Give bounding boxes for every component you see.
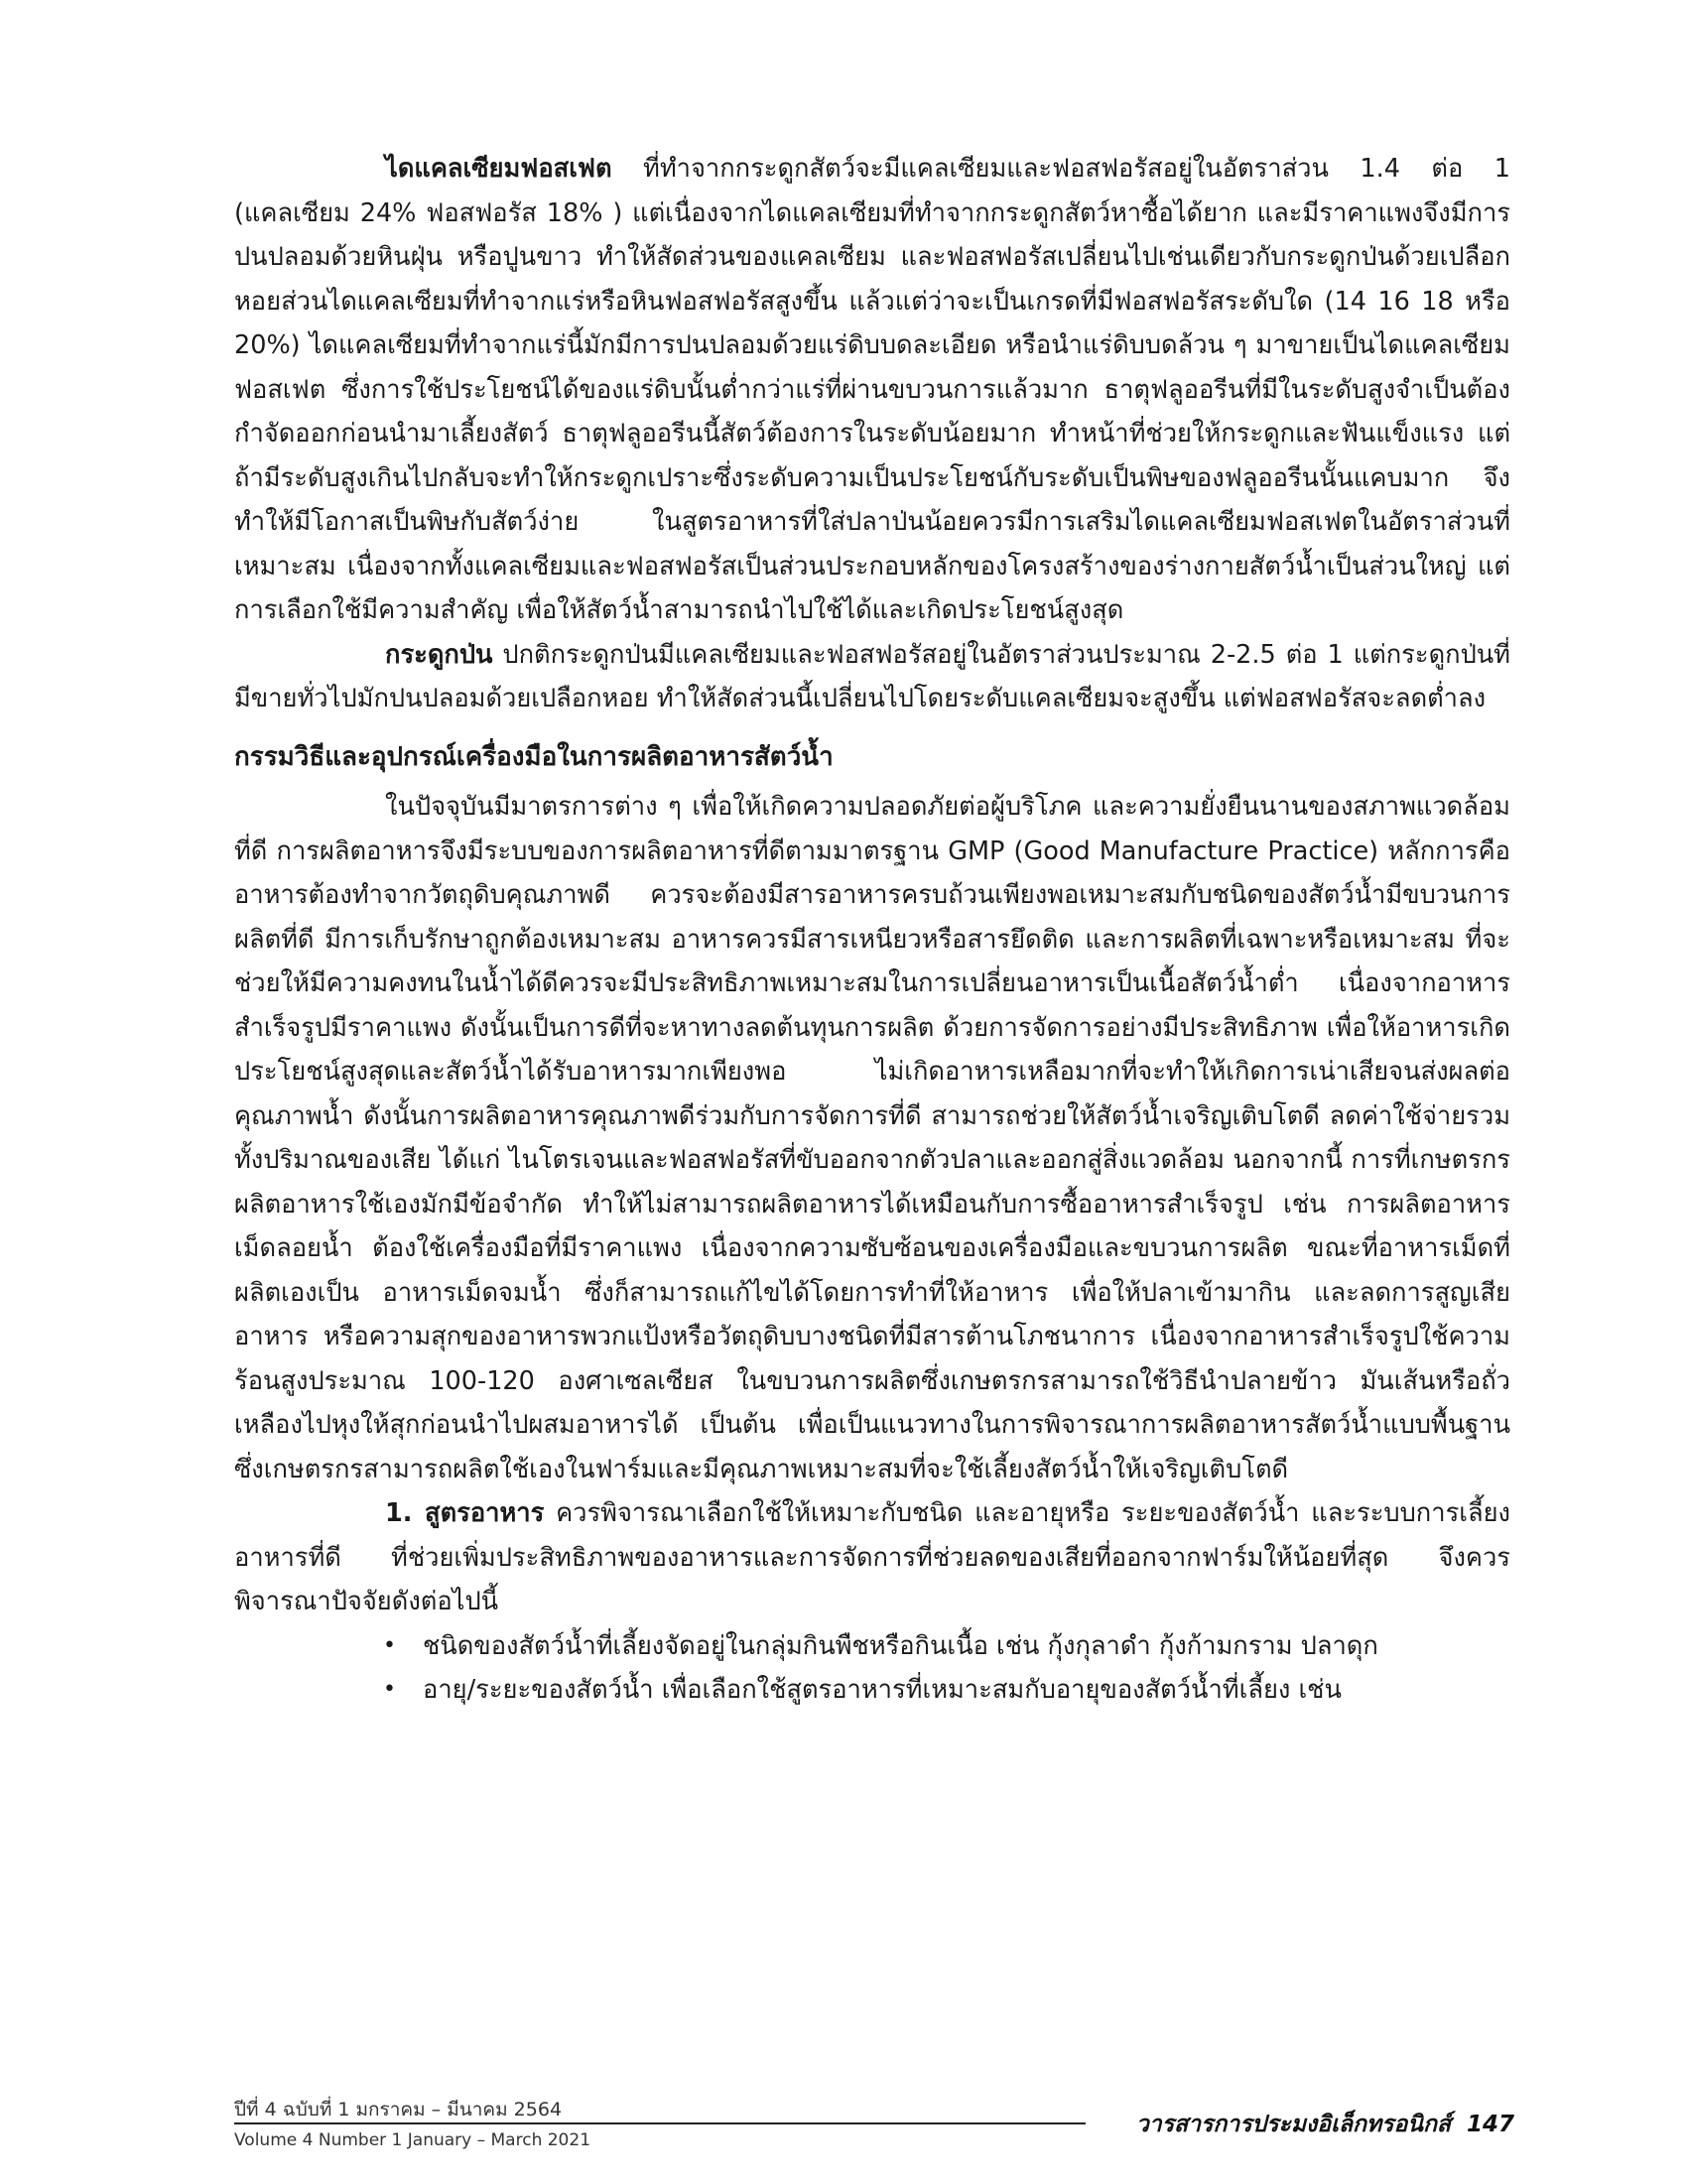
paragraph-dicalcium-phosphate [234, 147, 1510, 633]
journal-title-and-page [1136, 2107, 1514, 2142]
footer-rule [234, 2122, 1086, 2124]
list-item [383, 1624, 1510, 1669]
page-number: 147 [1466, 2112, 1514, 2137]
factor-list [234, 1624, 1510, 1713]
issue-thai: ปีที่ 4 ฉบับที่ 1 มกราคม – มีนาคม 2564 [234, 2099, 563, 2120]
term-dicalcium-phosphate: ไดแคลเซียมฟอสเฟต [385, 154, 612, 184]
list-item-text: ชนิดของสัตว์น้ำที่เลี้ยงจัดอยู่ในกลุ่มกินพืชหรือกินเนื้อ เช่น กุ้งกุลาดำ กุ้งก้ามกราม ปลาดุก [423, 1630, 1378, 1661]
paragraph-text: ปกติกระดูกป่นมีแคลเซียมและฟอสฟอรัสอยู่ในอัตราส่วนประมาณ 2-2.5 ต่อ 1 แต่กระดูกป่นที่มีขายทั่วไปมักปนปลอมด้วยเปลือกหอย ทำให้สัดส่วนนี้เปลี่ยนไปโดยระดับแคลเซียมจะสูงขึ้น แต่ฟอสฟอรัสจะลดต่ำลง [234, 639, 1510, 713]
term-feed-formula: 1. สูตรอาหาร [385, 1498, 545, 1528]
article-body [234, 147, 1510, 1713]
list-item [383, 1668, 1510, 1713]
issue-english: Volume 4 Number 1 January – March 2021 [234, 2130, 591, 2150]
paragraph-bone-meal [234, 633, 1510, 721]
list-item-text: อายุ/ระยะของสัตว์น้ำ เพื่อเลือกใช้สูตรอาหารที่เหมาะสมกับอายุของสัตว์น้ำที่เลี้ยง เช่น [423, 1675, 1342, 1705]
section-heading: กรรมวิธีและอุปกรณ์เครื่องมือในการผลิตอาหารสัตว์น้ำ [234, 741, 834, 772]
term-bone-meal: กระดูกป่น [385, 639, 493, 670]
paragraph-gmp: ในปัจจุบันมีมาตรการต่าง ๆ เพื่อให้เกิดความปลอดภัยต่อผู้บริโภค และความยั่งยืนนานของสภาพแวดล้อมที่ดี การผลิตอาหารจึงมีระบบของการผลิตอาหารที่ดีตามมาตรฐาน GMP (Good Manufacture Practice) หลักการคือ อาหารต้องทำจากวัตถุดิบคุณภาพดี ควรจะต้องมีสารอาหารครบถ้วนเพียงพอเหมาะสมกับชนิดของสัตว์น้ำมีขบวนการผลิตที่ดี มีการเก็บรักษาถูกต้องเหมาะสม อาหารควรมีสารเหนียวหรือสารยึดติด และการผลิตที่เฉพาะหรือเหมาะสม ที่จะช่วยให้มีความคงทนในน้ำได้ดีควรจะมีประสิทธิภาพเหมาะสมในการเปลี่ยนอาหารเป็นเนื้อสัตว์น้ำต่ำ เนื่องจากอาหารสำเร็จรูปมีราคาแพง ดังนั้นเป็นการดีที่จะหาทางลดต้นทุนการผลิต ด้วยการจัดการอย่างมีประสิทธิภาพ เพื่อให้อาหารเกิดประโยชน์สูงสุดและสัตว์น้ำได้รับอาหารมากเพียงพอ ไม่เกิดอาหารเหลือมากที่จะทำให้เกิดการเน่าเสียจนส่งผลต่อคุณภาพน้ำ ดังนั้นการผลิตอาหารคุณภาพดีร่วมกับการจัดการที่ดี สามารถช่วยให้สัตว์น้ำเจริญเติบโตดี ลดค่าใช้จ่ายรวมทั้งปริมาณของเสีย ได้แก่ ไนโตรเจนและฟอสฟอรัสที่ขับออกจากตัวปลาและออกสู่สิ่งแวดล้อม นอกจากนี้ การที่เกษตรกรผลิตอาหารใช้เองมักมีข้อจำกัด ทำให้ไม่สามารถผลิตอาหารได้เหมือนกับการซื้ออาหารสำเร็จรูป เช่น การผลิตอาหารเม็ดลอยน้ำ ต้องใช้เครื่องมือที่มีราคาแพง เนื่องจากความซับซ้อนของเครื่องมือและขบวนการผลิต ขณะที่อาหารเม็ดที่ผลิตเองเป็น อาหารเม็ดจมน้ำ ซึ่งก็สามารถแก้ไขได้โดยการทำที่ให้อาหาร เพื่อให้ปลาเข้ามากิน และลดการสูญเสียอาหาร หรือความสุกของอาหารพวกแป้งหรือวัตถุดิบบางชนิดที่มีสารต้านโภชนาการ เนื่องจากอาหารสำเร็จรูปใช้ความร้อนสูงประมาณ 100-120 องศาเซลเซียส ในขบวนการผลิตซึ่งเกษตรกรสามารถใช้วิธีนำปลายข้าว มันเส้นหรือถั่วเหลืองไปหุงให้สุกก่อนนำไปผสมอาหารได้ เป็นต้น เพื่อเป็นแนวทางในการพิจารณาการผลิตอาหารสัตว์น้ำแบบพื้นฐาน ซึ่งเกษตรกรสามารถผลิตใช้เองในฟาร์มและมีคุณภาพเหมาะสมที่จะใช้เลี้ยงสัตว์น้ำให้เจริญเติบโตดี [234, 792, 1510, 1484]
bullet-icon: • [383, 1677, 396, 1702]
journal-name: วารสารการประมงอิเล็กทรอนิกส์ [1135, 2112, 1451, 2137]
paragraph-text: ควรพิจารณาเลือกใช้ให้เหมาะกับชนิด และอายุหรือ ระยะของสัตว์น้ำ และระบบการเลี้ยง อาหารที่ดี ที่ช่วยเพิ่มประสิทธิภาพของอาหารและการจัดการที่ช่วยลดของเสียที่ออกจากฟาร์มให้น้อยที่สุด จึงควรพิจารณาปัจจัยดังต่อไปนี้ [234, 1498, 1510, 1616]
bullet-icon: • [383, 1632, 396, 1658]
paragraph-text: ที่ทำจากกระดูกสัตว์จะมีแคลเซียมและฟอสฟอรัสอยู่ในอัตราส่วน 1.4 ต่อ 1 (แคลเซียม 24% ฟอสฟอรัส 18% ) แต่เนื่องจากไดแคลเซียมที่ทำจากกระดูกสัตว์หาซื้อได้ยาก และมีราคาแพงจึงมีการปนปลอมด้วยหินฝุ่น หรือปูนขาว ทำให้สัดส่วนของแคลเซียม และฟอสฟอรัสเปลี่ยนไปเช่นเดียวกับกระดูกป่นด้วยเปลือกหอยส่วนไดแคลเซียมที่ทำจากแร่หรือหินฟอสฟอรัสสูงขึ้น แล้วแต่ว่าจะเป็นเกรดที่มีฟอสฟอรัสระดับใด (14 16 18 หรือ 20%) ไดแคลเซียมที่ทำจากแร่นี้มักมีการปนปลอมด้วยแร่ดิบบดละเอียด หรือนำแร่ดิบบดล้วน ๆ มาขายเป็นไดแคลเซียมฟอสเฟต ซึ่งการใช้ประโยชน์ได้ของแร่ดิบนั้นต่ำกว่าแร่ที่ผ่านขบวนการแล้วมาก ธาตุฟลูออรีนที่มีในระดับสูงจำเป็นต้องกำจัดออกก่อนนำมาเลี้ยงสัตว์ ธาตุฟลูออรีนนี้สัตว์ต้องการในระดับน้อยมาก ทำหน้าที่ช่วยให้กระดูกและฟันแข็งแรง แต่ถ้ามีระดับสูงเกินไปกลับจะทำให้กระดูกเปราะซึ่งระดับความเป็นประโยชน์กับระดับเป็นพิษของฟลูออรีนนั้นแคบมาก จึงทำให้มีโอกาสเป็นพิษกับสัตว์ง่าย ในสูตรอาหารที่ใส่ปลาป่นน้อยควรมีการเสริมไดแคลเซียมฟอสเฟตในอัตราส่วนที่เหมาะสม เนื่องจากทั้งแคลเซียมและฟอสฟอรัสเป็นส่วนประกอบหลักของโครงสร้างของร่างกายสัตว์น้ำเป็นส่วนใหญ่ แต่การเลือกใช้มีความสำคัญ เพื่อให้สัตว์น้ำสามารถนำไปใช้ได้และเกิดประโยชน์สูงสุด [234, 154, 1510, 625]
page-footer [234, 2087, 1514, 2150]
paragraph-feed-formula [234, 1491, 1510, 1624]
